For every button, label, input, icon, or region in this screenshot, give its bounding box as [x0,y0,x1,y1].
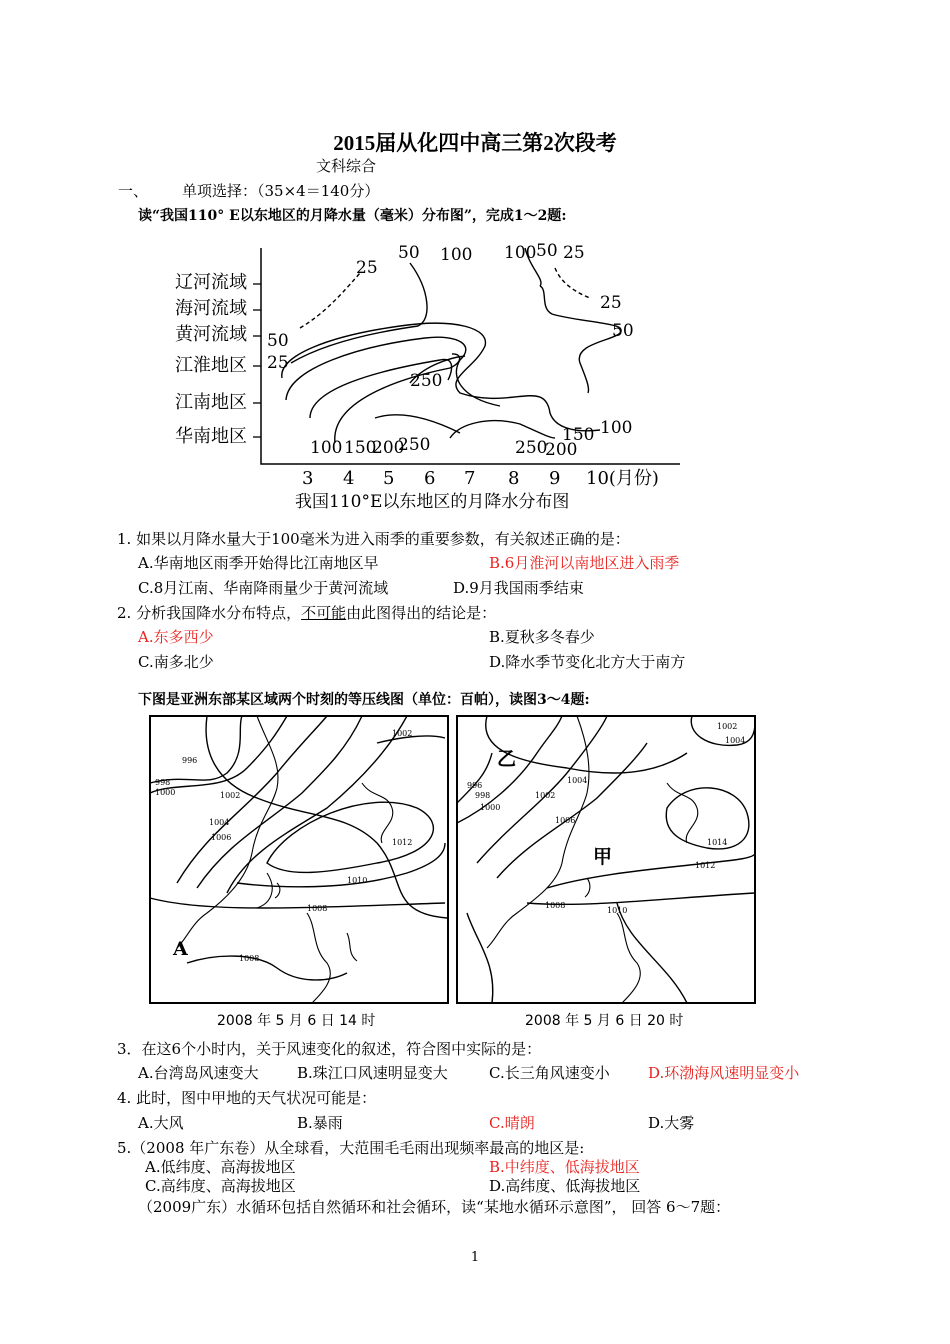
page-subtitle: 文科综合 [316,157,377,175]
section-number: 一、 [118,182,149,200]
q2-option-c: C.南多北少 [138,653,214,671]
month-label: 10(月份) [586,468,659,489]
q2-stem-underlined: 不可能 [301,604,347,622]
q4-option-d: D.大雾 [648,1114,695,1132]
map-caption-right: 2008 年 5 月 6 日 20 时 [525,1013,684,1029]
month-label: 6 [424,468,436,489]
q2-stem [117,602,496,623]
intro-text-3: （2009广东）水循环包括自然循环和社会循环，读“某地水循环示意图”， 回答 6～7题： [138,1198,731,1216]
region-label: 华南地区 [175,426,247,447]
q1-option-b: B.6月淮河以南地区进入雨季 [489,554,680,572]
q5-option-b: B.中纬度、低海拔地区 [489,1158,640,1176]
q5-option-a: A.低纬度、高海拔地区 [145,1158,296,1176]
q4-stem: 4. 此时，图中甲地的天气状况可能是： [117,1089,377,1107]
contour-label: 25 [600,293,622,313]
contour-label: 100 [310,438,343,458]
q3-option-c: C.长三角风速变小 [489,1064,610,1082]
map-point-jia: 甲 [593,846,613,868]
contour-200 [335,354,460,443]
contour-label: 100 [440,245,473,265]
month-label: 5 [383,468,395,489]
region-label: 江南地区 [175,392,247,413]
contour-label: 100 [600,418,633,438]
month-label: 8 [508,468,520,489]
contour-label: 150 [562,425,595,445]
rainfall-chart [160,228,720,513]
q4-option-c: C.晴朗 [489,1114,535,1132]
isobar-label: 1002 [717,722,738,731]
isobar-label: 1004 [567,776,588,785]
intro-text-1: 读“我国110° E以东地区的月降水量（毫米）分布图”，完成1～2题: [138,208,567,224]
month-label: 3 [302,468,314,489]
q5-option-d: D.高纬度、低海拔地区 [489,1177,641,1195]
isobar-label: 1008 [545,901,566,910]
isobar-label: 1002 [535,791,556,800]
isobar-label: 1010 [607,906,628,915]
isobar-label: 1000 [480,803,501,812]
q2-stem-pre: 2. 分析我国降水分布特点， [117,604,302,622]
contour-25-right [555,268,590,298]
isobar-label: 998 [155,778,171,787]
isobar-label: 998 [475,791,491,800]
contour-25-left [300,273,360,328]
contour-label: 250 [398,435,431,455]
intro-text-2: 下图是亚洲东部某区域两个时刻的等压线图（单位：百帕），读图3～4题: [138,692,590,708]
isobar-label: 1002 [392,729,413,738]
isobar-label: 1008 [307,904,328,913]
region-label: 辽河流域 [175,272,247,293]
map-caption-left: 2008 年 5 月 6 日 14 时 [217,1013,376,1029]
isobar-label: 1004 [725,736,746,745]
page-number: 1 [470,1250,480,1265]
map-point-a: A [173,938,188,960]
q3-option-d: D.环渤海风速明显变小 [648,1064,800,1082]
isobar-label: 1014 [707,838,728,847]
isobar-label: 1012 [695,861,716,870]
q3-option-b: B.珠江口风速明显变大 [297,1064,448,1082]
q4-option-b: B.暴雨 [297,1114,343,1132]
q2-option-a: A.东多西少 [138,628,214,646]
isobar-label: 996 [182,756,198,765]
page-title: 2015届从化四中高三第2次段考 [333,131,617,155]
contour-label: 50 [612,321,634,341]
contour-label: 50 [267,331,289,351]
isobar-label: 1006 [555,816,576,825]
isobar-label: 1008 [239,954,260,963]
contour-250-right [450,421,555,438]
q1-option-d: D.9月我国雨季结束 [453,579,584,597]
q1-stem: 1. 如果以月降水量大于100毫米为进入雨季的重要参数，有关叙述正确的是： [117,530,630,548]
isobar-maps [147,713,759,1031]
contour-label: 25 [267,353,289,373]
contour-200-bottom [375,415,460,433]
isobar-label: 1002 [220,791,241,800]
month-label: 4 [343,468,355,489]
region-label: 江淮地区 [175,355,247,376]
q2-option-d: D.降水季节变化北方大于南方 [489,653,686,671]
q2-stem-post: 由此图得出的结论是： [346,604,497,622]
contour-label: 50 [536,241,558,261]
chart-caption: 我国110°E以东地区的月降水分布图 [295,492,570,512]
map-point-yi: 乙 [497,748,517,770]
q3-option-a: A.台湾岛风速变大 [138,1064,259,1082]
contour-label: 25 [356,258,378,278]
contour-label: 50 [398,243,420,263]
contour-label: 150 [344,438,377,458]
isobar-label: 1012 [392,838,413,847]
q4-option-a: A.大风 [138,1114,184,1132]
q2-option-b: B.夏秋多冬春少 [489,628,595,646]
contour-label: 25 [563,243,585,263]
q3-stem: 3．在这6个小时内，关于风速变化的叙述，符合图中实际的是： [117,1040,542,1058]
contour-label: 250 [515,438,548,458]
month-label: 7 [464,468,476,489]
region-label: 黄河流域 [175,324,247,345]
q1-option-c: C.8月江南、华南降雨量少于黄河流域 [138,579,389,597]
region-label: 海河流域 [175,298,247,319]
q5-stem: 5.（2008 年广东卷）从全球看，大范围毛毛雨出现频率最高的地区是: [117,1139,585,1157]
isobar-label: 1006 [211,833,232,842]
contour-label: 200 [372,438,405,458]
contour-label: 100 [504,243,537,263]
isobar-label: 1010 [347,876,368,885]
isobar-label: 1004 [209,818,230,827]
q1-option-a: A.华南地区雨季开始得比江南地区早 [138,554,379,572]
contour-label: 200 [545,440,578,460]
q5-option-c: C.高纬度、高海拔地区 [145,1177,296,1195]
contour-label: 250 [410,371,443,391]
isobar-label: 996 [467,781,483,790]
isobar-label: 1000 [155,788,176,797]
month-label: 9 [549,468,561,489]
section-heading: 单项选择：（35×4＝140分） [182,182,380,200]
